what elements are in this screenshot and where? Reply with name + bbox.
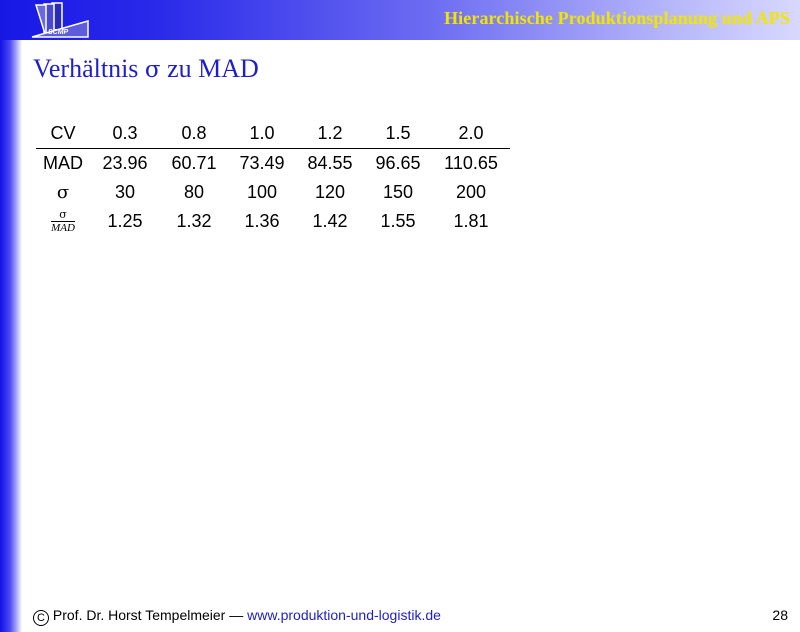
fraction-denominator: MAD — [51, 222, 75, 234]
table-cell: 1.2 — [296, 119, 364, 149]
header-title: Hierarchische Produktionsplanung und APS — [444, 8, 790, 28]
table-cell: 0.3 — [90, 119, 160, 149]
logo-text: SCMP — [48, 29, 69, 36]
footer-author: Prof. Dr. Horst Tempelmeier — — [49, 607, 248, 623]
table-cell: 1.25 — [107, 211, 143, 231]
sigma-over-mad-fraction — [51, 209, 75, 234]
table-row-cv — [36, 119, 510, 149]
table-cell: 110.65 — [444, 153, 498, 173]
table-cell: 23.96 — [102, 153, 148, 173]
table-cell: 84.55 — [307, 153, 353, 173]
table-cell: 80 — [183, 182, 205, 202]
table-cell: 0.8 — [160, 119, 228, 149]
table-row-ratio — [36, 207, 510, 236]
footer — [33, 607, 441, 626]
table-row-sigma — [36, 178, 510, 207]
slide-title — [33, 54, 259, 84]
row-label-ratio — [36, 207, 90, 236]
table-cell: 1.36 — [244, 211, 280, 231]
table-cell: 120 — [314, 182, 346, 202]
row-label-cv: CV — [36, 119, 90, 149]
table-cell: 1.42 — [312, 211, 348, 231]
table-cell: 150 — [382, 182, 414, 202]
table-cell: 1.0 — [228, 119, 296, 149]
table-cell: 1.32 — [176, 211, 212, 231]
row-label-mad: MAD — [43, 153, 83, 173]
scmp-logo — [30, 1, 94, 39]
sigma-symbol: σ — [144, 57, 161, 83]
table-row-mad — [36, 149, 510, 179]
footer-url-link[interactable]: www.produktion-und-logistik.de — [247, 607, 441, 623]
table-cell: 2.0 — [432, 119, 510, 149]
table-cell: 1.81 — [453, 211, 489, 231]
table-cell: 96.65 — [375, 153, 421, 173]
table-cell: 60.71 — [171, 153, 217, 173]
table-cell: 200 — [455, 182, 487, 202]
slide-title-suffix: zu MAD — [160, 54, 259, 83]
row-label-sigma: σ — [56, 182, 70, 203]
copyright-icon: C — [33, 610, 49, 626]
table-cell: 100 — [246, 182, 278, 202]
sigma-mad-table — [36, 119, 510, 236]
table-cell: 1.5 — [364, 119, 432, 149]
table-cell: 73.49 — [239, 153, 285, 173]
left-gradient-band — [0, 0, 22, 632]
table-cell: 30 — [114, 182, 136, 202]
fraction-numerator: σ — [59, 208, 67, 221]
slide-title-prefix: Verhältnis — [33, 54, 145, 83]
table-cell: 1.55 — [380, 211, 416, 231]
page-number: 28 — [772, 607, 788, 623]
